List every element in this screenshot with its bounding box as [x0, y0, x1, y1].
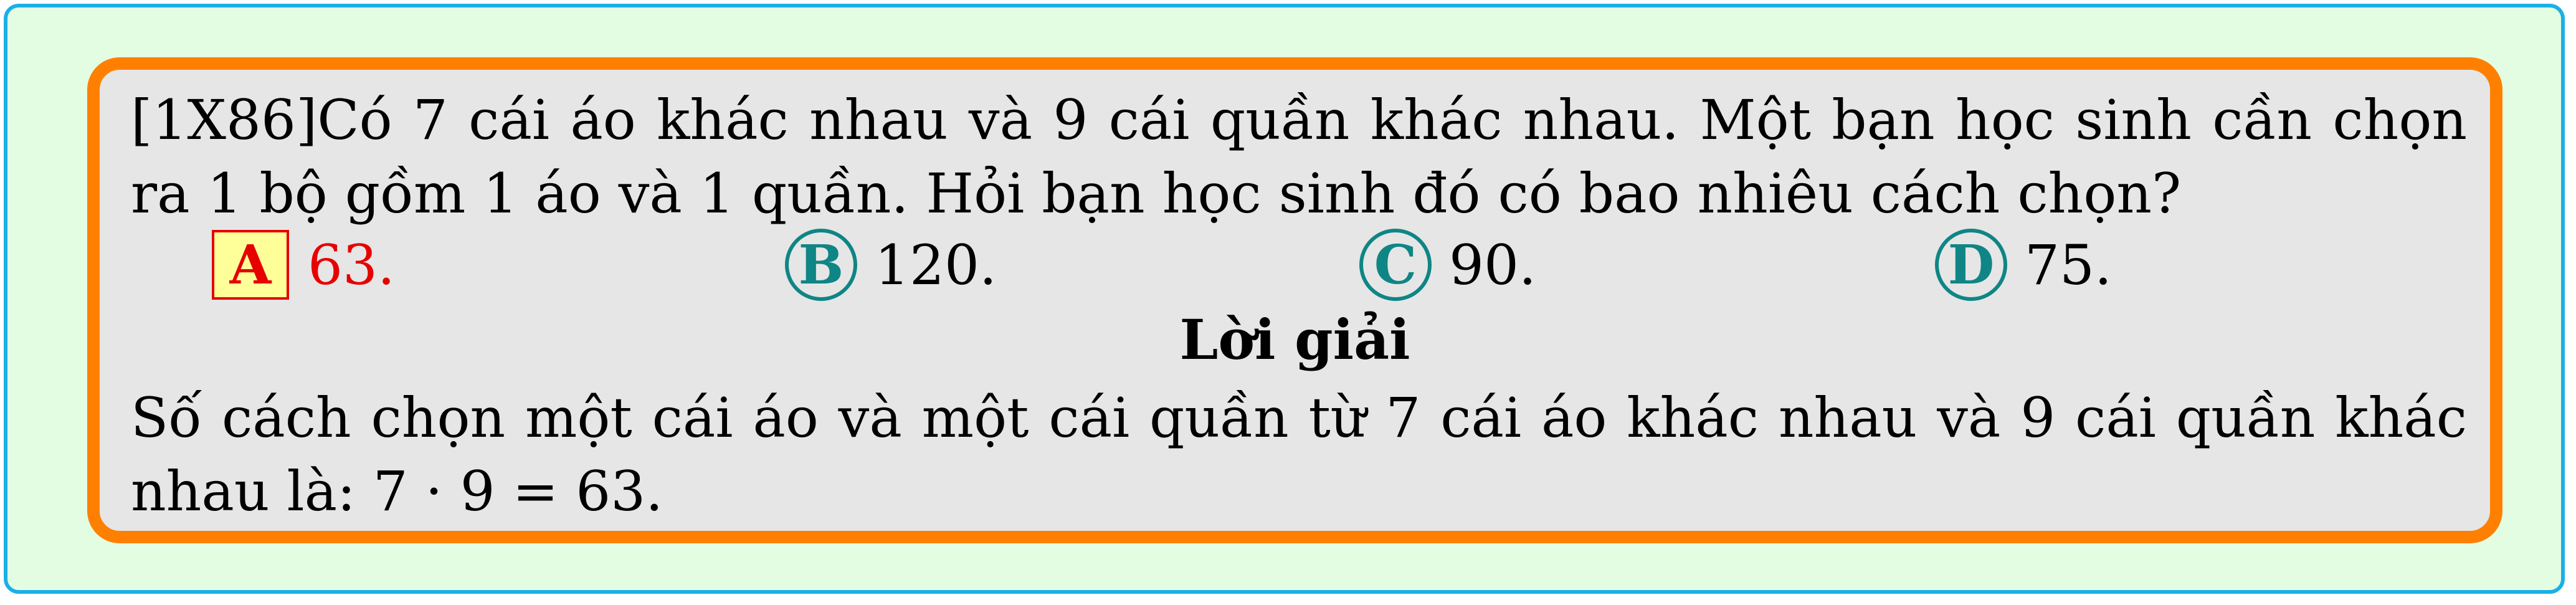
option-b-value: 120. [875, 232, 997, 297]
option-a[interactable] [212, 231, 395, 299]
option-c[interactable] [1359, 231, 1536, 299]
option-d-label: D [1935, 229, 2007, 301]
option-c-value: 90. [1449, 232, 1536, 297]
question-card [87, 57, 2502, 543]
option-c-label: C [1359, 229, 1432, 301]
option-a-label: A [212, 230, 289, 300]
question-text: [1X86]Có 7 cái áo khác nhau và 9 cái quần khác nhau. Một bạn học sinh cần chọn ra 1 bộ gồm 1 áo và 1 quần. Hỏi bạn học sinh đó có bao nhiêu cách chọn? [131, 88, 2467, 226]
solution-text: Số cách chọn một cái áo và một cái quần từ 7 cái áo khác nhau và 9 cái quần khác nhau là: 7 · 9 = 63. [131, 386, 2467, 523]
option-d[interactable] [1935, 231, 2112, 299]
answer-options [100, 231, 2490, 299]
option-b-label: B [785, 229, 857, 301]
solution-title: Lời giải [1179, 307, 1410, 372]
option-a-value: 63. [308, 232, 395, 297]
option-b[interactable] [785, 231, 997, 299]
outer-frame [4, 4, 2565, 594]
option-d-value: 75. [2025, 232, 2112, 297]
